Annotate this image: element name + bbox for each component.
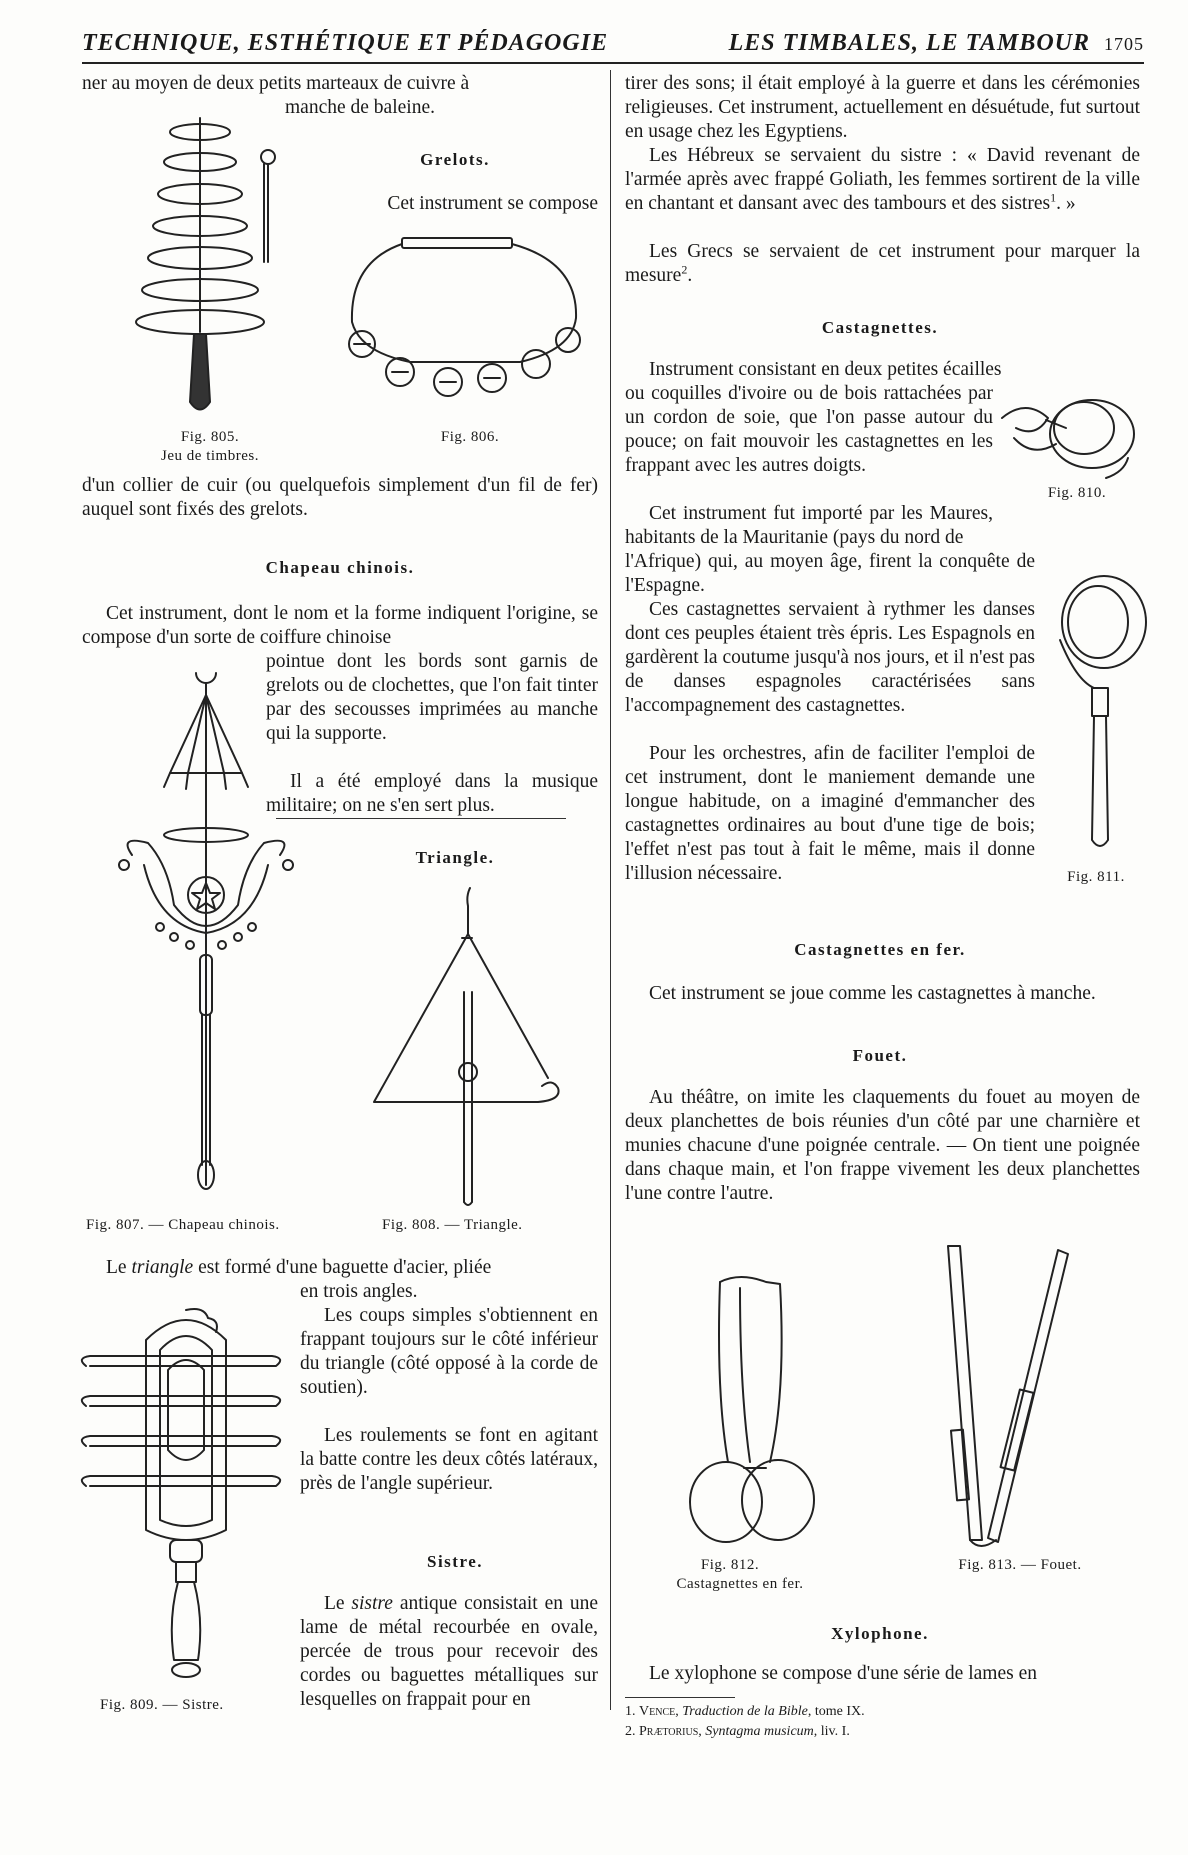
header-left-title: TECHNIQUE, ESTHÉTIQUE ET PÉDAGOGIE xyxy=(82,30,609,56)
running-header xyxy=(82,28,1144,64)
fig-807-caption: Fig. 807. — Chapeau chinois. xyxy=(86,1217,280,1233)
header-right-title: LES TIMBALES, LE TAMBOUR xyxy=(728,30,1090,56)
footnote-2-rest: , liv. I. xyxy=(813,1724,850,1739)
fig-805-timbres-illustration xyxy=(130,112,290,422)
hebreux-body: Les Hébreux se servaient du sistre : « David revenant de l'armée après avec frappé Goliath, les femmes sortirent de la ville en chantant et dansant avec des tambours et des sistres xyxy=(625,145,1140,214)
triangle-text-1-pre: Le xyxy=(106,1257,132,1278)
column-divider xyxy=(610,70,611,1710)
fig-806-label: Fig. 806. xyxy=(440,429,500,445)
fig-812-label: Fig. 812. xyxy=(700,1557,760,1573)
triangle-text-2: Les coups simples s'obtiennent en frappant toujours sur le côté inférieur du triangle (côté opposé à la corde de soutien). xyxy=(300,1305,598,1398)
fig-807-chapeau-chinois-illustration xyxy=(108,665,318,1205)
chapeau-text-1: Cet instrument, dont le nom et la forme indiquent l'origine, se compose d'un sorte de coiffure chinoise xyxy=(82,603,598,648)
fig-806-grelots-illustration xyxy=(340,232,590,412)
fig-808-caption: Fig. 808. — Triangle. xyxy=(382,1217,523,1233)
paragraph-rule xyxy=(276,818,566,819)
triangle-text-3: Les roulements se font en agitant la batte contre les deux côtés latéraux, près de l'angle supérieur. xyxy=(300,1425,598,1494)
fig-811-castagnettes-manche-illustration xyxy=(1046,570,1150,860)
fig-805-label: Fig. 805. xyxy=(180,429,240,445)
footnote-2: 2. Prætorius, Syntagma musicum, liv. I. xyxy=(625,1724,850,1739)
triangle-text-1-line2: en trois angles. xyxy=(300,1281,418,1302)
heading-castagnettes-en-fer: Castagnettes en fer. xyxy=(794,940,966,959)
castagnettes-text-1: ou coquilles d'ivoire ou de bois rattachées par un cordon de soie, que l'on passe autour du pouce; on fait mouvoir les castagnettes en les frappant avec les autres doigts. xyxy=(625,383,993,476)
heading-castagnettes: Castagnettes. xyxy=(821,318,939,337)
heading-grelots: Grelots. xyxy=(420,150,490,169)
footnote-2-title: Syntagma musicum xyxy=(705,1724,814,1739)
castagnettes-text-2a: Cet instrument fut importé par les Maures, habitants de la Mauritanie (pays du nord de xyxy=(625,503,993,548)
footnote-1-author: Vence xyxy=(639,1704,676,1719)
fig-808-triangle-illustration xyxy=(362,882,572,1212)
fig-810-castagnettes-illustration xyxy=(996,388,1142,484)
fig-809-caption: Fig. 809. — Sistre. xyxy=(100,1697,224,1713)
grelots-text-2: d'un collier de cuir (ou quelquefois simplement d'un fil de fer) auquel sont fixés des grelots. xyxy=(82,475,598,520)
chapeau-text-3: Il a été employé dans la musique militaire; on ne s'en sert plus. xyxy=(266,771,598,816)
castagnettes-text-3: Ces castagnettes servaient à rythmer les danses dont ces peuples étaient très épris. Les Espagnols en gardèrent la coutume jusqu'à nos jours, et il n'est pas de danses espagnoles caractérisées sans l'accompagnement des castagnettes. xyxy=(625,599,1035,716)
intro-line-2: manche de baleine. xyxy=(285,97,435,118)
sistre-continued-text: tirer des sons; il était employé à la guerre et dans les cérémonies religieuses. Cet instrument, actuellement en désuétude, fut surtout en usage chez les Egyptiens. xyxy=(625,73,1140,142)
fig-812-castagnettes-en-fer-illustration xyxy=(680,1272,830,1552)
heading-triangle: Triangle. xyxy=(415,848,495,867)
heading-fouet: Fouet. xyxy=(852,1046,908,1065)
sistre-text-pre: Le xyxy=(324,1593,352,1614)
xylophone-text: Le xylophone se compose d'une série de lames en xyxy=(649,1663,1037,1684)
fig-811-label: Fig. 811. xyxy=(1067,869,1125,885)
heading-sistre: Sistre. xyxy=(427,1552,483,1571)
heading-xylophone: Xylophone. xyxy=(831,1624,929,1643)
chapeau-text-2: pointue dont les bords sont garnis de grelots ou de clochettes, que l'on fait tinter par des secousses imprimées au manche qui la supporte. xyxy=(266,651,598,744)
sistre-text-post: antique consistait en une lame de métal recourbée en ovale, percée de trous pour recevoir des cordes ou baguettes métalliques sur lesquelles on frappait pour en xyxy=(300,1593,598,1710)
footnote-2-number: 2. xyxy=(625,1724,636,1739)
heading-chapeau-chinois: Chapeau chinois. xyxy=(265,558,415,577)
triangle-text-1-post: est formé d'une baguette d'acier, pliée xyxy=(193,1257,492,1278)
fig-812-subcaption: Castagnettes en fer. xyxy=(676,1576,804,1592)
footnote-ref-2: 2 xyxy=(681,262,688,277)
hebreux-text xyxy=(625,144,1140,216)
fig-809-sistre-illustration xyxy=(76,1300,296,1690)
grelots-text-1: Cet instrument se compose xyxy=(387,193,598,214)
fig-805-subcaption: Jeu de timbres. xyxy=(161,448,259,464)
grecs-text xyxy=(625,240,1140,288)
triangle-text-1 xyxy=(82,1256,598,1280)
castagnettes-text-1-line1: Instrument consistant en deux petites écailles xyxy=(649,359,1002,380)
castagnettes-en-fer-text: Cet instrument se joue comme les castagnettes à manche. xyxy=(649,983,1096,1004)
fig-813-caption: Fig. 813. — Fouet. xyxy=(958,1557,1082,1573)
page-number: 1705 xyxy=(1104,34,1144,54)
sistre-text xyxy=(300,1592,598,1712)
grecs-body: Les Grecs se servaient de cet instrument pour marquer la mesure xyxy=(625,241,1140,286)
footnote-2-author: Prætorius xyxy=(639,1724,699,1739)
footnote-1-number: 1. xyxy=(625,1704,636,1719)
triangle-term: triangle xyxy=(131,1257,194,1278)
hebreux-end: . » xyxy=(1056,193,1076,214)
footnote-1-title: Traduction de la Bible xyxy=(682,1704,808,1719)
grecs-end: . xyxy=(687,265,693,286)
intro-line-1: ner au moyen de deux petits marteaux de cuivre à xyxy=(82,73,470,94)
footnote-1-rest: , tome IX. xyxy=(807,1704,865,1719)
fig-810-label: Fig. 810. xyxy=(1047,485,1107,501)
header-right-block xyxy=(729,30,1144,57)
footnote-rule xyxy=(625,1697,735,1698)
footnote-1: 1. Vence, Traduction de la Bible, tome IX. xyxy=(625,1704,865,1719)
fig-813-fouet-illustration xyxy=(940,1240,1070,1560)
castagnettes-text-2b: l'Afrique) qui, au moyen âge, firent la conquête de l'Espagne. xyxy=(625,551,1035,596)
footnote-ref-1: 1 xyxy=(1050,190,1057,205)
fouet-text: Au théâtre, on imite les claquements du fouet au moyen de deux planchettes de bois réunies d'un côté par une charnière et munies chacune d'une poignée centrale. — On tient une poignée dans chaque main, et l'on frappe vivement les deux planchettes l'une contre l'autre. xyxy=(625,1087,1140,1204)
sistre-term: sistre xyxy=(351,1593,393,1614)
castagnettes-text-4: Pour les orchestres, afin de faciliter l'emploi de cet instrument, dont le maniement demande une longue habitude, on a imaginé d'emmancher des castagnettes ordinaires au bout d'une tige de bois; l'effet n'est pas tout à fait le même, mais il donne l'illusion nécessaire. xyxy=(625,743,1035,884)
